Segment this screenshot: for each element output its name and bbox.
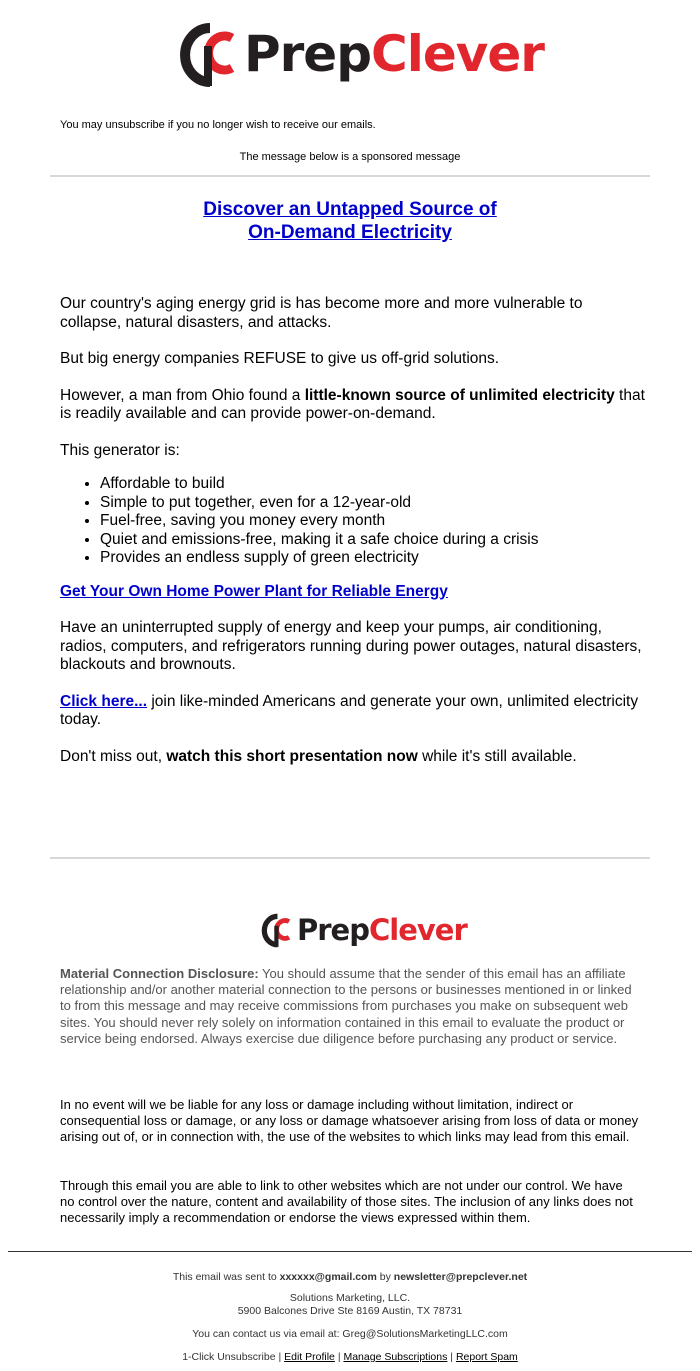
headline <box>50 198 650 244</box>
paragraph-dont-miss: Don't miss out, watch this short presentation now while it's still available. <box>60 747 577 765</box>
paragraph-uninterrupted: Have an uninterrupted supply of energy and keep your pumps, air conditioning, radios, computers, and refrigerators running during power outages, natural disasters, blackouts and brownouts. <box>60 619 642 673</box>
list-item: • Fuel-free, saving you money every month <box>100 512 645 531</box>
sent-to-line: This email was sent to xxxxxx@gmail.com by newsletter@prepclever.net <box>172 1271 528 1283</box>
paragraph-click-here: Click here... join like-minded Americans and generate your own, unlimited electricity today. <box>60 692 639 728</box>
paragraph-refuse: But big energy companies REFUSE to give us off-grid solutions. <box>60 350 500 367</box>
paragraph-generator: This generator is: <box>60 441 180 459</box>
list-item: • Affordable to build <box>100 475 645 494</box>
header-logo <box>0 12 700 96</box>
pc-logo-icon <box>261 910 295 950</box>
report-spam-link[interactable]: Report Spam <box>455 1351 518 1363</box>
paragraph-grid: Our country's aging energy grid is has become more and more vulnerable to collapse, natural disasters, and attacks. <box>60 295 583 331</box>
paragraph-ohio: However, a man from Ohio found a little-known source of unlimited electricity that is readily available and can provide power-on-demand. <box>60 386 645 422</box>
footer-divider <box>8 1251 692 1252</box>
company-address: Solutions Marketing, LLC. 5900 Balcones Drive Ste 8169 Austin, TX 78731 <box>237 1292 463 1317</box>
divider-top <box>50 175 650 177</box>
edit-profile-link[interactable]: Edit Profile <box>284 1351 335 1363</box>
list-item: • Simple to put together, even for a 12-year-old <box>100 494 645 513</box>
contact-line: You can contact us via email at: Greg@SolutionsMarketingLLC.com <box>192 1328 508 1340</box>
manage-subscriptions-link[interactable]: Manage Subscriptions <box>343 1351 448 1363</box>
benefits-list <box>60 475 645 568</box>
external-links-notice: Through this email you are able to link to other websites which are not under our control. We have no control over the nature, content and availability of those sites. The inclusion of any links does not necessarily imply a recommendation or endorse the views expressed within them. <box>60 1178 633 1226</box>
logo-prep-text: Prep <box>297 913 369 947</box>
liability-notice: In no event will we be liable for any loss or damage including without limitation, indirect or consequential loss or damage, or any loss or damage whatsoever arising from loss of data or money arising out of, or in connection with, the use of the websites to which links may lead from this email. <box>60 1097 639 1145</box>
pc-logo-icon <box>180 16 242 92</box>
one-click-unsubscribe[interactable]: 1-Click Unsubscribe <box>182 1351 276 1363</box>
list-item: • Quiet and emissions-free, making it a safe choice during a crisis <box>100 531 645 550</box>
headline-link-line2[interactable]: On-Demand Electricity <box>248 222 452 243</box>
divider-bottom <box>50 857 650 859</box>
click-here-link[interactable]: Click here... <box>60 692 148 710</box>
headline-link-line1[interactable]: Discover an Untapped Source of <box>203 199 497 220</box>
list-item: • Provides an endless supply of green electricity <box>100 549 645 568</box>
sponsored-note: The message below is a sponsored message <box>239 151 461 163</box>
footer-links: 1-Click Unsubscribe | Edit Profile | Manage Subscriptions | Report Spam <box>182 1351 518 1363</box>
content-body <box>60 295 645 766</box>
footer-logo <box>0 905 700 955</box>
unsubscribe-note: You may unsubscribe if you no longer wish to receive our emails. <box>60 119 376 131</box>
material-disclosure: Material Connection Disclosure: You should assume that the sender of this email has an affiliate relationship and/or another material connection to the persons or businesses mentioned in or linked to from this message and may receive commissions from purchases you make on subsequent web sites. You should never rely solely on information contained in this email to evaluate the product or service being endorsed. Always exercise due diligence before purchasing any product or service. <box>60 966 632 1046</box>
cta-power-plant-link[interactable]: Get Your Own Home Power Plant for Reliable Energy <box>60 582 448 600</box>
logo-clever-text: Clever <box>371 25 544 83</box>
logo-clever-text: Clever <box>368 913 467 947</box>
logo-prep-text: Prep <box>244 25 372 83</box>
